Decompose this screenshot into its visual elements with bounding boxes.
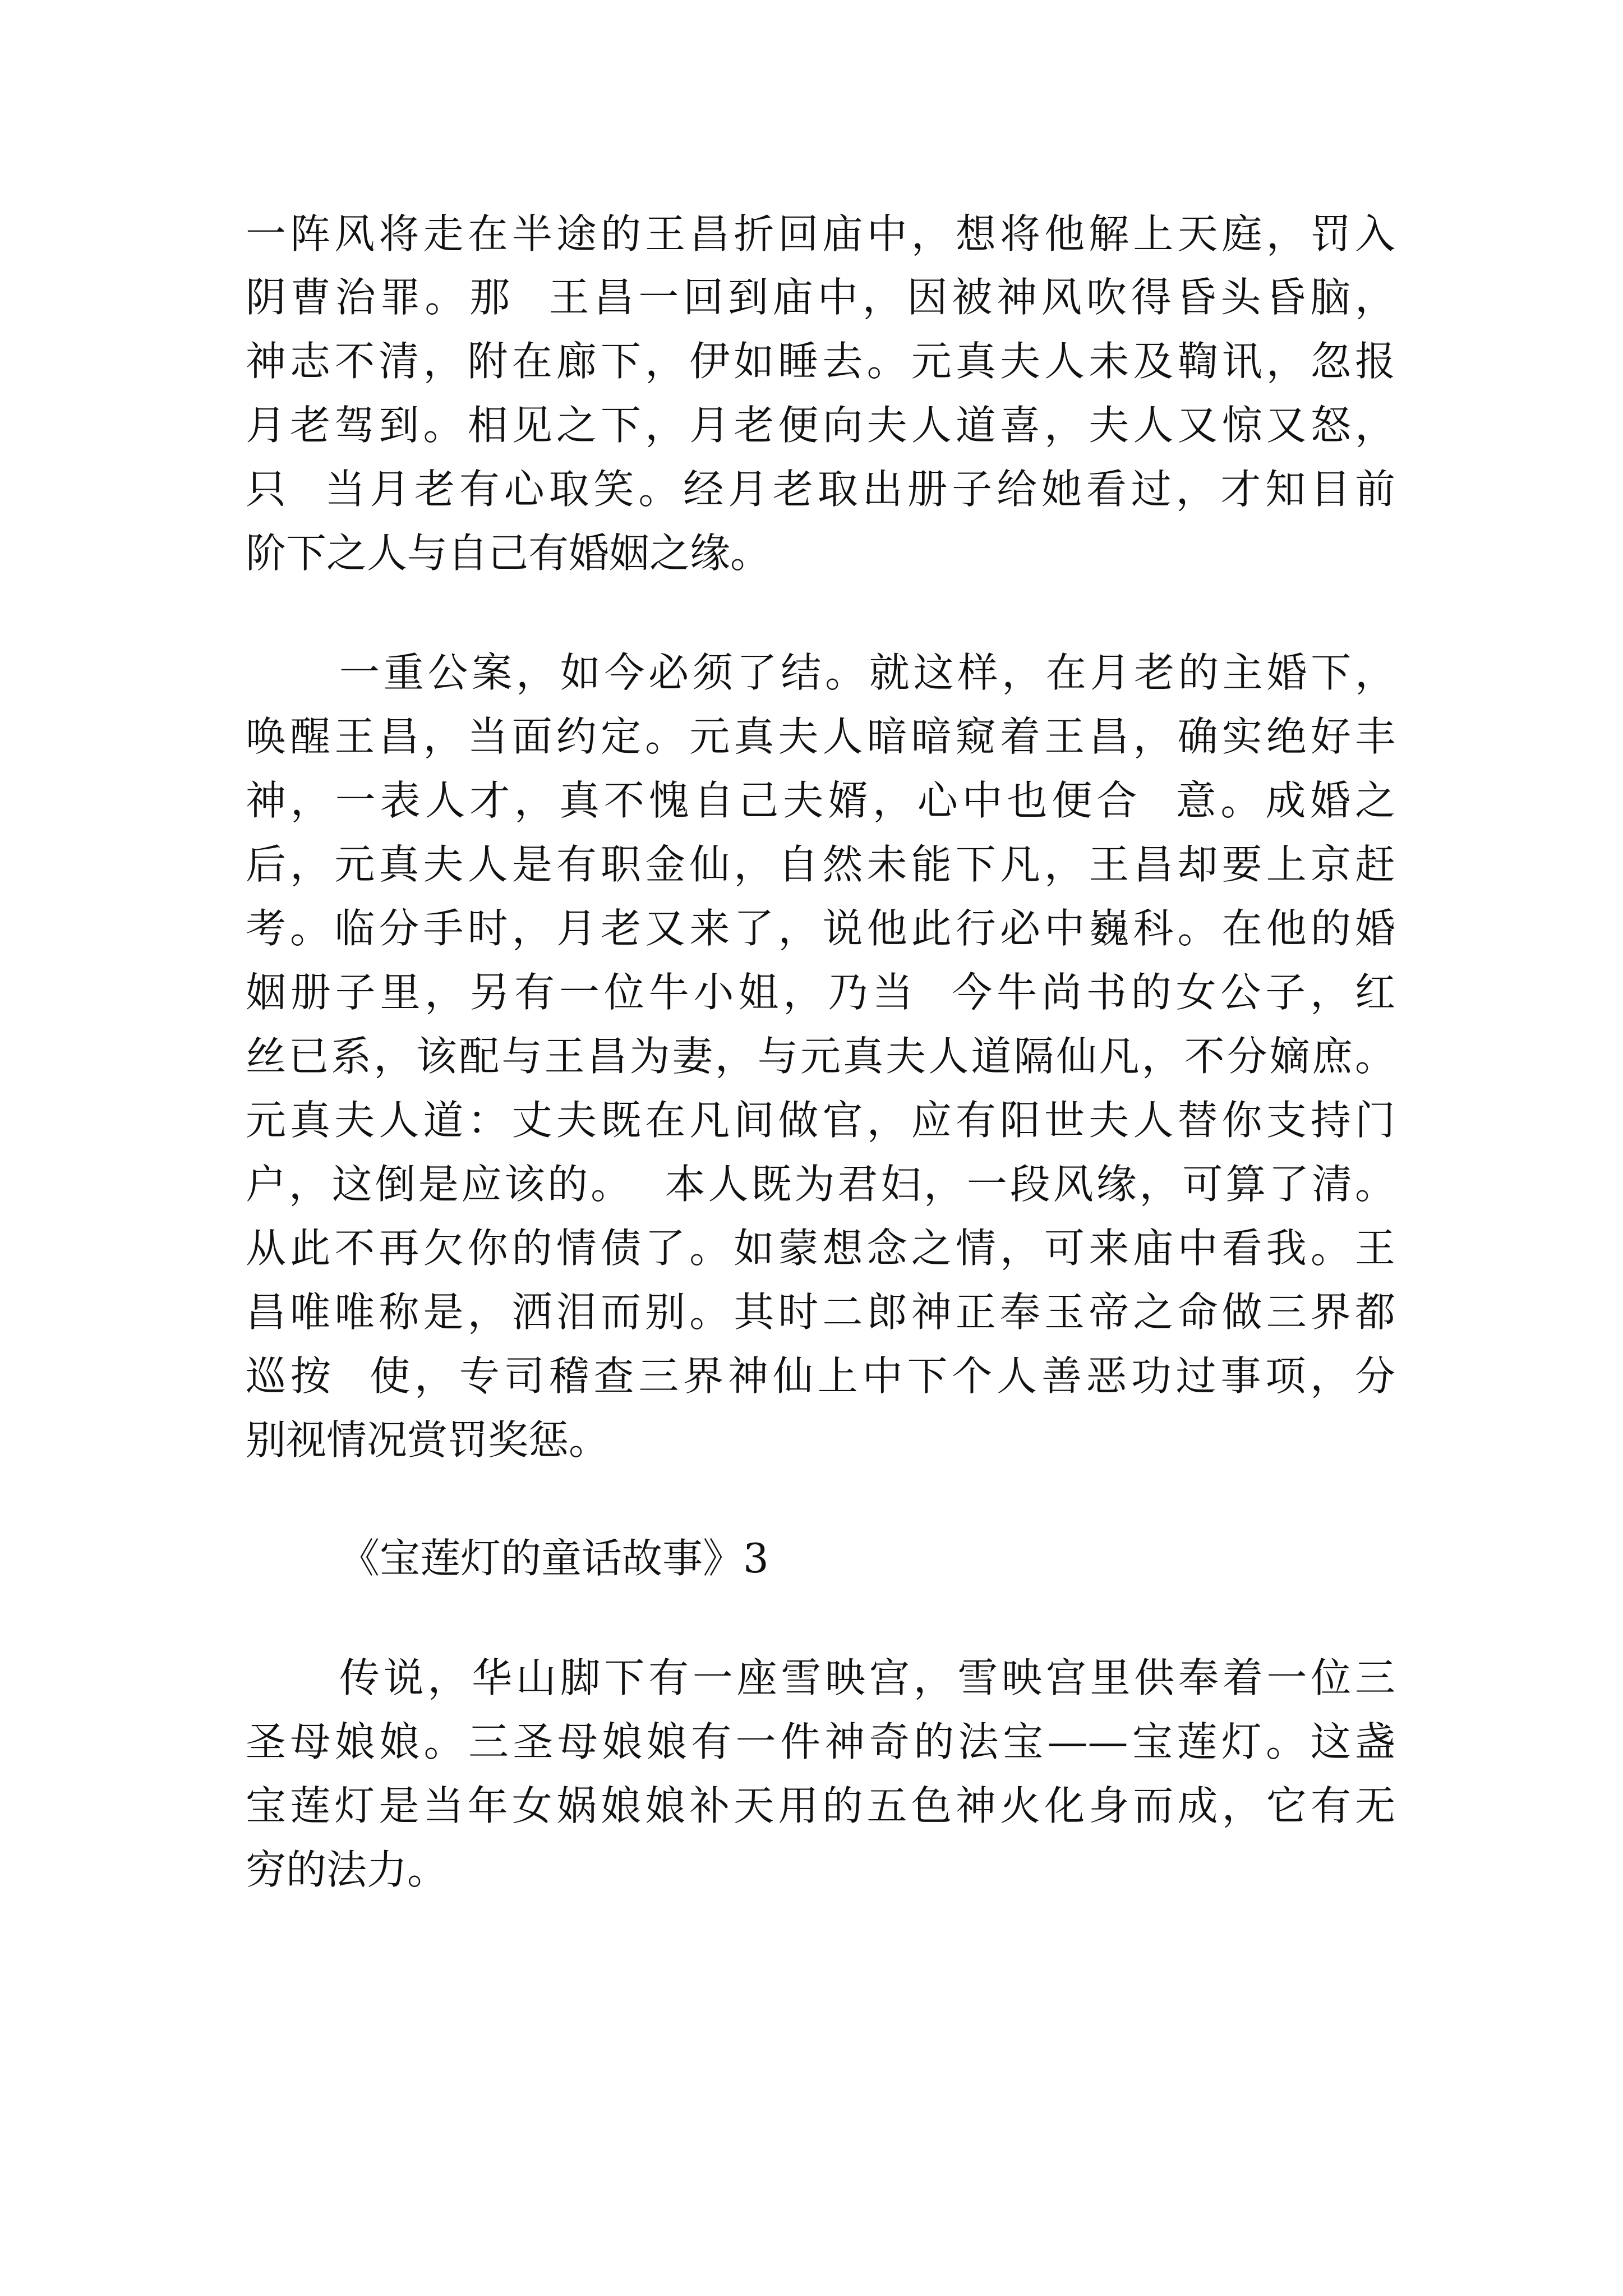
text-line: 考。临分手时，月老又来了，说他此行必中巍科。在他的婚 bbox=[246, 905, 1395, 952]
text-line: 阴曹治罪。那 王昌一回到庙中，因被神风吹得昏头昏脑， bbox=[246, 274, 1395, 321]
text-line: 巡按 使，专司稽查三界神仙上中下个人善恶功过事项，分 bbox=[246, 1352, 1395, 1400]
text-line: 圣母娘娘。三圣母娘娘有一件神奇的法宝——宝莲灯。这盏 bbox=[246, 1718, 1395, 1765]
text-line: 后，元真夫人是有职金仙，自然未能下凡，王昌却要上京赶 bbox=[246, 841, 1395, 888]
text-line: 昌唯唯称是，洒泪而别。其时二郎神正奉玉帝之命做三界都 bbox=[246, 1289, 1395, 1336]
text-line: 神，一表人才，真不愧自己夫婿，心中也便合 意。成婚之 bbox=[246, 777, 1395, 824]
text-line: 姻册子里，另有一位牛小姐，乃当 今牛尚书的女公子，红 bbox=[246, 969, 1395, 1016]
text-line: 户，这倒是应该的。 本人既为君妇，一段风缘，可算了清。 bbox=[246, 1161, 1395, 1208]
text-line: 阶下之人与自己有婚姻之缘。 bbox=[246, 530, 771, 577]
text-line: 只 当月老有心取笑。经月老取出册子给她看过，才知目前 bbox=[246, 466, 1395, 513]
text-line: 丝已系，该配与王昌为妻，与元真夫人道隔仙凡，不分嫡庶。 bbox=[246, 1033, 1395, 1080]
section-heading: 《宝莲灯的童话故事》3 bbox=[339, 1535, 769, 1582]
text-line: 宝莲灯是当年女娲娘娘补天用的五色神火化身而成，它有无 bbox=[246, 1782, 1395, 1829]
text-line: 神志不清，附在廊下，伊如睡去。元真夫人未及鞫讯，忽报 bbox=[246, 338, 1395, 385]
text-line: 唤醒王昌，当面约定。元真夫人暗暗窥着王昌，确实绝好丰 bbox=[246, 713, 1395, 760]
text-line: 月老驾到。相见之下，月老便向夫人道喜，夫人又惊又怒， bbox=[246, 402, 1395, 449]
paragraph-first-line: 传说，华山脚下有一座雪映宫，雪映宫里供奉着一位三 bbox=[339, 1654, 1395, 1701]
text-line: 一阵风将走在半途的王昌折回庙中，想将他解上天庭，罚入 bbox=[246, 210, 1395, 257]
text-line: 元真夫人道：丈夫既在凡间做官，应有阳世夫人替你支持门 bbox=[246, 1097, 1395, 1144]
paragraph-first-line: 一重公案，如今必须了结。就这样，在月老的主婚下， bbox=[339, 649, 1395, 696]
text-line: 从此不再欠你的情债了。如蒙想念之情，可来庙中看我。王 bbox=[246, 1225, 1395, 1272]
text-line: 别视情况赏罚奖惩。 bbox=[246, 1416, 610, 1464]
text-line: 穷的法力。 bbox=[246, 1846, 448, 1893]
